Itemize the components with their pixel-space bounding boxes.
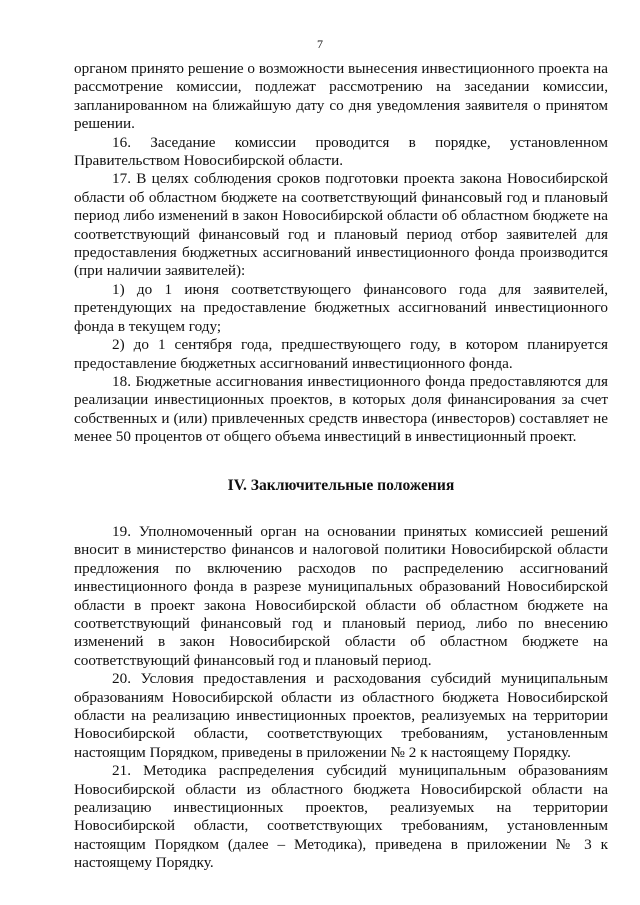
paragraph-21: 21. Методика распределения субсидий муниципальным образованиям Новосибирской области из областного бюджета Новосибирской области на реализацию инвестиционных проектов, реализуемых на территории Новосибирской области, соответствующих требованиям, установленным настоящим Порядком (далее – Методика), приведена в приложении № 3 к настоящему Порядку. (74, 762, 608, 872)
page-number: 7 (317, 37, 323, 51)
paragraph-20: 20. Условия предоставления и расходования субсидий муниципальным образованиям Новосибирской области из областного бюджета Новосибирской области на реализацию инвестиционных проектов, реализуемых на территории Новосибирской области, соответствующих требованиям, установленным настоящим Порядком, приведены в приложении № 2 к настоящему Порядку. (74, 670, 608, 761)
paragraph-continuation: органом принято решение о возможности вынесения инвестиционного проекта на рассмотрение комиссии, подлежат рассмотрению на заседании комиссии, запланированном на ближайшую дату со дня уведомления заявителя о принятом решении. (74, 60, 608, 133)
paragraph-16: 16. Заседание комиссии проводится в порядке, установленном Правительством Новосибирской области. (74, 133, 608, 170)
section-heading: IV. Заключительные положения (227, 476, 455, 494)
paragraph-18: 18. Бюджетные ассигнования инвестиционного фонда предоставляются для реализации инвестиционных проектов, в которых доля финансирования за счет собственных и (или) привлеченных средств инвестора (инвесторов) составляет не менее 50 процентов от общего объема инвестиций в инвестиционный проект. (74, 372, 608, 446)
paragraph-17-item-2: 2) до 1 сентября года, предшествующего году, в котором планируется предоставление бюджетных ассигнований инвестиционного фонда. (74, 336, 608, 372)
document-body (74, 60, 608, 873)
paragraph-17-item-1: 1) до 1 июня соответствующего финансового года для заявителей, претендующих на предоставление бюджетных ассигнований инвестиционного фонда в текущем году; (74, 280, 608, 335)
paragraph-17: 17. В целях соблюдения сроков подготовки проекта закона Новосибирской области об областном бюджете на соответствующий финансовый год и плановый период либо изменений в закон Новосибирской области об областном бюджете на соответствующий финансовый год и плановый период отбор заявителей для предоставления бюджетных ассигнований инвестиционного фонда производится (при наличии заявителей): (74, 170, 608, 280)
paragraph-19: 19. Уполномоченный орган на основании принятых комиссией решений вносит в министерство финансов и налоговой политики Новосибирской области предложения по включению расходов по распределению ассигнований инвестиционного фонда в разрезе муниципальных образований Новосибирской области в проект закона Новосибирской области об областном бюджете на соответствующий финансовый год и плановый период, либо по внесению изменений в закон Новосибирской области об областном бюджете на соответствующий финансовый год и плановый период. (74, 522, 608, 669)
